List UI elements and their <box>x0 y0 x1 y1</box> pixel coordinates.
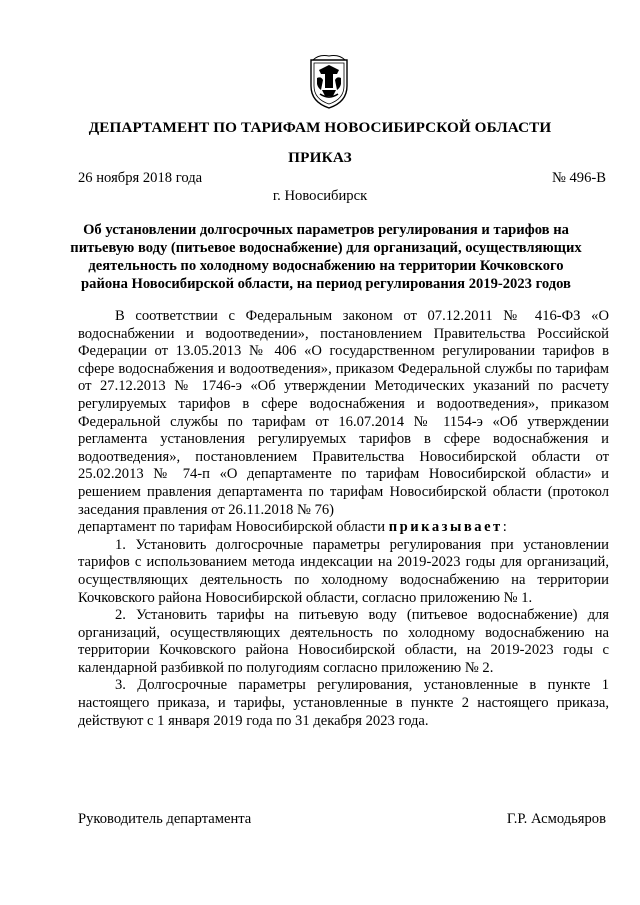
document-type: ПРИКАЗ <box>288 149 352 166</box>
orders-prefix: департамент по тарифам Новосибирской области <box>78 519 389 536</box>
orders-word: приказывает <box>388 519 503 536</box>
preamble-paragraph: В соответствии с Федеральным законом от 07.12.2011 № 416-ФЗ «О водоснабжении и водоотведении», постановлением Правительства Российской Федерации от 13.05.2013 № 406 «О государственном регулировании тарифов в сфере водоснабжения и водоотведения», приказом Федеральной службы по тарифам от 27.12.2013 № 1746-э «Об утверждении Методических указаний по расчету регулируемых тарифов в сфере водоснабжения и водоотведения», приказом Федеральной службы по тарифам от 16.07.2014 № 1154-э «Об утверждении регламента установления регулируемых тарифов в сфере водоснабжения и водоотведения», постановлением Правительства Новосибирской области от 25.02.2013 № 74-п «О департаменте по тарифам Новосибирской области» и решением правления департамента по тарифам Новосибирской области (протокол заседания правления от 26.11.2018 № 76) <box>78 308 609 518</box>
order-item-3: 3. Долгосрочные параметры регулирования, установленные в пункте 1 настоящего приказа, и тарифы, установленные в пункте 2 настоящего приказа, действуют с 1 января 2019 года по 31 декабря 2023 года. <box>78 677 609 729</box>
order-body <box>78 308 609 730</box>
order-city: г. Новосибирск <box>272 188 368 204</box>
orders-line <box>78 519 609 537</box>
signature-name: Г.Р. Асмодьяров <box>506 811 606 827</box>
order-subject: Об установлении долгосрочных параметров регулирования и тарифов на питьевую воду (питьевое водоснабжение) для организаций, осуществляющих деятельность по холодному водоснабжению на территории Кочковского района Новосибирской области, на период регулирования 2019-2023 годов <box>70 222 582 292</box>
orders-suffix: : <box>502 519 507 536</box>
order-item-2: 2. Установить тарифы на питьевую воду (питьевое водоснабжение) для организаций, осуществляющих деятельность по холодному водоснабжению на территории Кочковского района Новосибирской области, на 2019-2023 годы с календарной разбивкой по полугодиям согласно приложению № 2. <box>78 607 609 676</box>
order-item-1: 1. Установить долгосрочные параметры регулирования при установлении тарифов с использованием метода индексации на 2019-2023 годы для организаций, осуществляющих деятельность по холодному водоснабжению на территории Кочковского района Новосибирской области, согласно приложению № 1. <box>78 536 609 606</box>
signature-position: Руководитель департамента <box>78 811 252 827</box>
coat-of-arms-icon <box>307 54 351 109</box>
order-number: № 496-В <box>551 170 606 186</box>
order-date: 26 ноября 2018 года <box>78 170 203 186</box>
department-title: ДЕПАРТАМЕНТ ПО ТАРИФАМ НОВОСИБИРСКОЙ ОБЛАСТИ <box>88 119 552 136</box>
